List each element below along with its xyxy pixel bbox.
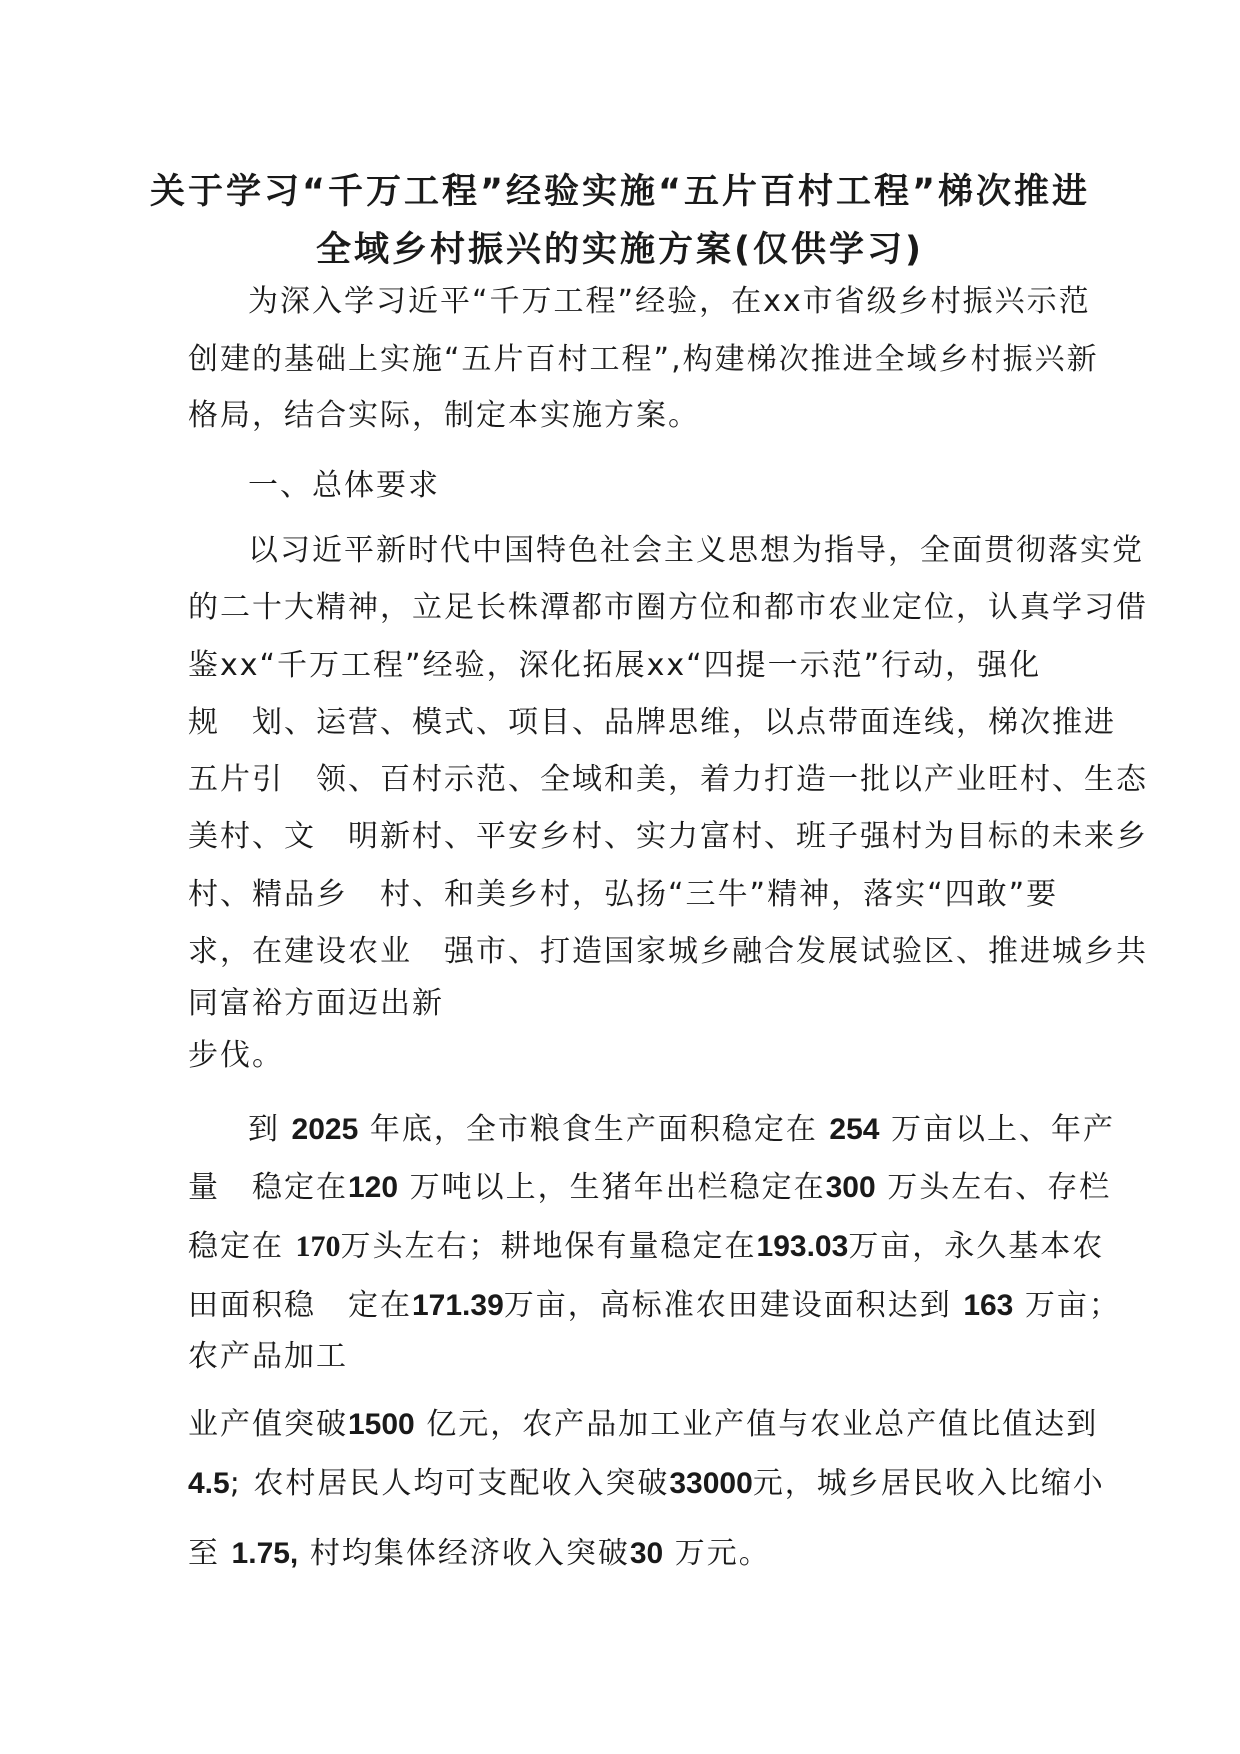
targets-line-7 xyxy=(188,1464,1105,1504)
intro-line-1: 为深入学习近平“千万工程”经验，在xx市省级乡村振兴示范 xyxy=(248,284,1091,319)
section-para-line-3: 鉴xx“千万工程”经验，深化拓展xx“四提一示范”行动，强化 xyxy=(188,648,1042,683)
targets-text: 年底，全市粮食生产面积稳定在 xyxy=(369,1112,818,1147)
targets-number: 1500 xyxy=(348,1408,415,1441)
targets-text: 万吨以上，生猪年出栏稳定在 xyxy=(409,1170,826,1205)
section-para-line-10: 步伐。 xyxy=(188,1038,284,1073)
targets-text: 万头左右、存栏 xyxy=(887,1170,1112,1205)
targets-text: 万亩； xyxy=(1024,1288,1121,1323)
targets-line-4 xyxy=(188,1286,1121,1326)
targets-number: 170 xyxy=(295,1230,341,1263)
section-para-line-9: 同富裕方面迈出新 xyxy=(188,986,444,1021)
section-para-line-5: 五片引 领、百村示范、全域和美，着力打造一批以产业旺村、生态 xyxy=(188,762,1148,797)
section-heading: 一、总体要求 xyxy=(248,468,440,503)
targets-number: 171.39 xyxy=(412,1289,504,1322)
targets-number: 163 xyxy=(963,1289,1014,1322)
targets-text: 村均集体经济收入突破 xyxy=(309,1536,630,1571)
targets-line-5: 农产品加工 xyxy=(188,1339,348,1374)
targets-text: 稳定在 xyxy=(188,1229,284,1264)
section-para-line-7: 村、精品乡 村、和美乡村，弘扬“三牛”精神，落实“四敢”要 xyxy=(188,877,1059,912)
section-para-line-8: 求，在建设农业 强市、打造国家城乡融合发展试验区、推进城乡共 xyxy=(188,934,1148,969)
targets-text: 亿元，农产品加工业产值与农业总产值比值达到 xyxy=(426,1407,1099,1442)
targets-line-8 xyxy=(188,1534,771,1574)
targets-text: 万亩以上、年产 xyxy=(891,1112,1115,1147)
targets-number: 254 xyxy=(829,1113,880,1146)
targets-number: 4.5 xyxy=(188,1467,230,1500)
section-para-line-4: 规 划、运营、模式、项目、品牌思维，以点带面连线，梯次推进 xyxy=(188,705,1116,740)
targets-text: 至 xyxy=(188,1536,220,1571)
targets-line-2 xyxy=(188,1168,1111,1208)
targets-line-6 xyxy=(188,1405,1098,1445)
targets-text: 万亩，高标准农田建设面积达到 xyxy=(503,1288,952,1323)
document-title-line-2: 全域乡村振兴的实施方案(仅供学习) xyxy=(316,230,924,270)
targets-number: 33000 xyxy=(669,1467,753,1500)
targets-text: 业产值突破 xyxy=(188,1407,348,1442)
intro-line-3: 格局，结合实际，制定本实施方案。 xyxy=(188,398,700,433)
section-para-line-2: 的二十大精神，立足长株潭都市圈方位和都市农业定位，认真学习借 xyxy=(188,590,1148,625)
targets-text: 万头左右；耕地保有量稳定在 xyxy=(340,1229,757,1264)
targets-number: 120 xyxy=(348,1171,399,1204)
targets-text: ; 农村居民人均可支配收入突破 xyxy=(229,1466,670,1501)
document-title-line-1: 关于学习“千万工程”经验实施“五片百村工程”梯次推进 xyxy=(150,172,1091,212)
targets-number: 30 xyxy=(629,1537,664,1570)
targets-number: 1.75, xyxy=(231,1537,299,1570)
section-para-line-1: 以习近平新时代中国特色社会主义思想为指导，全面贯彻落实党 xyxy=(248,533,1144,568)
targets-line-1 xyxy=(248,1110,1115,1150)
targets-number: 193.03 xyxy=(756,1230,849,1263)
intro-line-2: 创建的基础上实施“五片百村工程”,构建梯次推进全域乡村振兴新 xyxy=(188,342,1099,377)
targets-text: 万元。 xyxy=(674,1536,771,1571)
targets-number: 2025 xyxy=(291,1113,359,1146)
targets-number: 300 xyxy=(825,1171,876,1204)
targets-text: 元，城乡居民收入比缩小 xyxy=(752,1466,1105,1501)
targets-text: 万亩，永久基本农 xyxy=(848,1229,1105,1264)
section-para-line-6: 美村、文 明新村、平安乡村、实力富村、班子强村为目标的未来乡 xyxy=(188,819,1148,854)
targets-text: 田面积稳 定在 xyxy=(188,1288,412,1323)
targets-text: 到 xyxy=(248,1112,280,1147)
targets-text: 量 稳定在 xyxy=(188,1170,348,1205)
targets-line-3 xyxy=(188,1227,1104,1267)
